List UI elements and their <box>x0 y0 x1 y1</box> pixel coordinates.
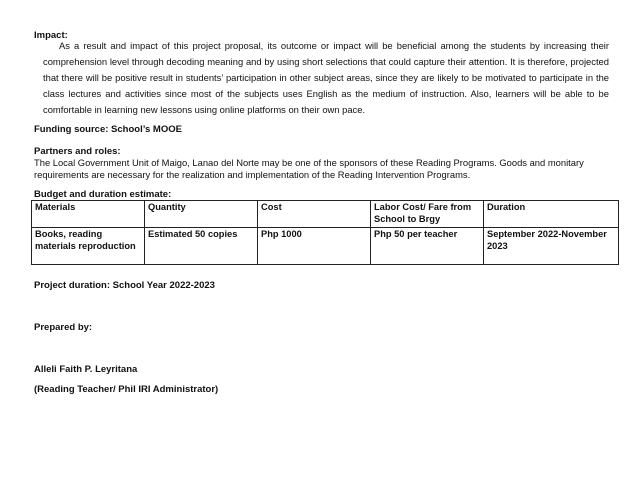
partners-paragraph: The Local Government Unit of Maigo, Lanao del Norte may be one of the sponsors of these Reading Programs. Goods and monitary requirements are necessary for the realization and implementation of the Reading Intervention Programs. <box>34 157 584 180</box>
project-duration: Project duration: School Year 2022-2023 <box>34 280 215 291</box>
header-cost: Cost <box>258 201 371 228</box>
impact-paragraph: As a result and impact of this project proposal, its outcome or impact will be beneficial among the students by increasing their comprehension level through decoding meaning and by using short selections that could capture their attention. It is therefore, projected that there will be positive result in students’ participation in other subject areas, since they are likely to be motivated to participate in the class lectures and activities since most of the subjects uses English as the medium of instruction. Also, learners will be able to be comfortable in learning new lessons using online platforms on their own pace. <box>43 40 609 116</box>
preparer-title: (Reading Teacher/ Phil IRI Administrator) <box>34 384 219 395</box>
header-labor-cost: Labor Cost/ Fare from School to Brgy <box>371 201 484 228</box>
cell-cost: Php 1000 <box>258 228 371 265</box>
preparer-name: Alleli Faith P. Leyritana <box>34 364 138 375</box>
budget-table <box>31 200 619 265</box>
cell-materials: Books, reading materials reproduction <box>32 228 145 265</box>
header-quantity: Quantity <box>145 201 258 228</box>
funding-source: Funding source: School’s MOOE <box>34 124 182 135</box>
cell-quantity: Estimated 50 copies <box>145 228 258 265</box>
partners-heading: Partners and roles: <box>34 146 121 157</box>
header-materials: Materials <box>32 201 145 228</box>
cell-duration: September 2022-November 2023 <box>484 228 619 265</box>
prepared-by-label: Prepared by: <box>34 322 93 333</box>
cell-labor-cost: Php 50 per teacher <box>371 228 484 265</box>
table-header-row <box>32 201 619 228</box>
impact-heading: Impact: <box>34 30 68 41</box>
table-row <box>32 228 619 265</box>
header-duration: Duration <box>484 201 619 228</box>
budget-heading: Budget and duration estimate: <box>34 189 172 200</box>
